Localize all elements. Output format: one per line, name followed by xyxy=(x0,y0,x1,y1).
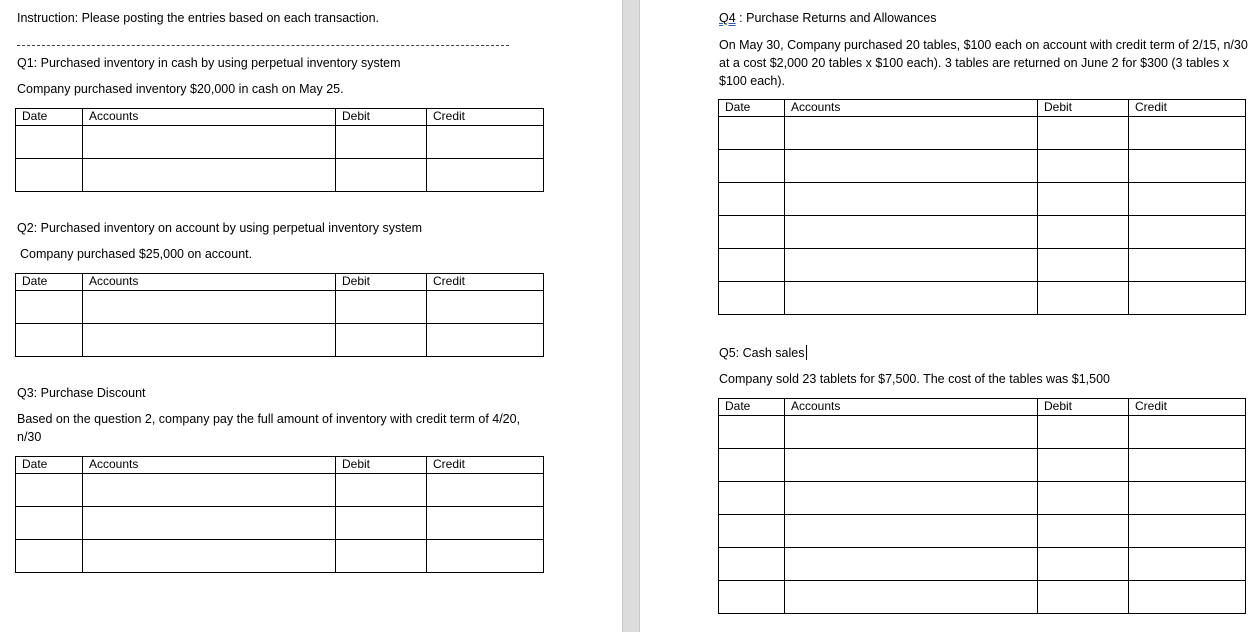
accounts-cell[interactable] xyxy=(785,183,1038,216)
instruction-text: Instruction: Please posting the entries based on each transaction. xyxy=(17,11,380,25)
credit-cell[interactable] xyxy=(1129,449,1246,482)
debit-cell[interactable] xyxy=(1038,249,1129,282)
table-row[interactable] xyxy=(719,249,1246,282)
table-row[interactable] xyxy=(719,117,1246,150)
table-row[interactable] xyxy=(719,183,1246,216)
date-cell[interactable] xyxy=(719,581,785,614)
table-row[interactable] xyxy=(719,548,1246,581)
table-row[interactable] xyxy=(16,159,544,192)
debit-cell[interactable] xyxy=(336,126,427,159)
table-header-row xyxy=(16,274,544,291)
date-cell[interactable] xyxy=(719,150,785,183)
date-cell[interactable] xyxy=(719,117,785,150)
credit-cell[interactable] xyxy=(427,159,544,192)
accounts-cell[interactable] xyxy=(83,291,336,324)
table-row[interactable] xyxy=(719,515,1246,548)
q5-title-text: Q5: Cash sales xyxy=(719,346,805,360)
credit-header: Credit xyxy=(1129,399,1246,416)
debit-header: Debit xyxy=(336,274,427,291)
q4-label: Q4 xyxy=(719,11,736,25)
q1-body: Company purchased inventory $20,000 in cash on May 25. xyxy=(17,82,344,96)
accounts-cell[interactable] xyxy=(83,507,336,540)
debit-cell[interactable] xyxy=(336,324,427,357)
q1-title: Q1: Purchased inventory in cash by using perpetual inventory system xyxy=(17,56,401,70)
date-cell[interactable] xyxy=(719,416,785,449)
table-row[interactable] xyxy=(16,324,544,357)
table-row[interactable] xyxy=(719,482,1246,515)
debit-cell[interactable] xyxy=(1038,515,1129,548)
accounts-cell[interactable] xyxy=(83,126,336,159)
table-row[interactable] xyxy=(16,126,544,159)
date-cell[interactable] xyxy=(719,216,785,249)
date-cell[interactable] xyxy=(16,474,83,507)
document-page-left xyxy=(0,0,622,632)
debit-cell[interactable] xyxy=(336,291,427,324)
credit-cell[interactable] xyxy=(427,507,544,540)
debit-cell[interactable] xyxy=(336,474,427,507)
credit-cell[interactable] xyxy=(1129,416,1246,449)
credit-cell[interactable] xyxy=(427,540,544,573)
credit-cell[interactable] xyxy=(427,291,544,324)
q5-journal-table xyxy=(718,398,1246,614)
debit-cell[interactable] xyxy=(1038,183,1129,216)
date-cell[interactable] xyxy=(719,548,785,581)
date-header: Date xyxy=(719,399,785,416)
debit-cell[interactable] xyxy=(336,507,427,540)
table-header-row xyxy=(719,100,1246,117)
q3-title: Q3: Purchase Discount xyxy=(17,386,146,400)
accounts-cell[interactable] xyxy=(785,416,1038,449)
debit-cell[interactable] xyxy=(1038,216,1129,249)
date-cell[interactable] xyxy=(16,324,83,357)
credit-cell[interactable] xyxy=(427,324,544,357)
date-cell[interactable] xyxy=(719,249,785,282)
date-cell[interactable] xyxy=(16,159,83,192)
date-cell[interactable] xyxy=(719,515,785,548)
credit-cell[interactable] xyxy=(1129,581,1246,614)
q2-body: Company purchased $25,000 on account. xyxy=(20,247,253,261)
credit-header: Credit xyxy=(427,109,544,126)
q3-body: Based on the question 2, company pay the full amount of inventory with credit term of 4/20, n/30 xyxy=(17,412,521,444)
q2-journal-table xyxy=(15,273,544,357)
credit-cell[interactable] xyxy=(1129,216,1246,249)
q4-title xyxy=(719,9,937,27)
debit-header: Debit xyxy=(336,109,427,126)
debit-cell[interactable] xyxy=(1038,117,1129,150)
date-cell[interactable] xyxy=(16,126,83,159)
debit-header: Debit xyxy=(1038,399,1129,416)
date-cell[interactable] xyxy=(16,507,83,540)
credit-cell[interactable] xyxy=(1129,183,1246,216)
accounts-cell[interactable] xyxy=(785,249,1038,282)
accounts-cell[interactable] xyxy=(785,515,1038,548)
credit-cell[interactable] xyxy=(1129,548,1246,581)
table-row[interactable] xyxy=(16,540,544,573)
date-cell[interactable] xyxy=(16,540,83,573)
q1-journal-table xyxy=(15,108,544,192)
credit-cell[interactable] xyxy=(1129,150,1246,183)
credit-header: Credit xyxy=(427,457,544,474)
date-header: Date xyxy=(16,457,83,474)
accounts-header: Accounts xyxy=(83,274,336,291)
credit-cell[interactable] xyxy=(1129,515,1246,548)
accounts-cell[interactable] xyxy=(83,159,336,192)
accounts-cell[interactable] xyxy=(785,548,1038,581)
accounts-cell[interactable] xyxy=(83,474,336,507)
accounts-cell[interactable] xyxy=(785,117,1038,150)
table-header-row xyxy=(16,457,544,474)
q5-body: Company sold 23 tablets for $7,500. The cost of the tables was $1,500 xyxy=(719,372,1110,386)
date-header: Date xyxy=(16,274,83,291)
table-header-row xyxy=(719,399,1246,416)
table-row[interactable] xyxy=(719,581,1246,614)
table-row[interactable] xyxy=(16,474,544,507)
debit-cell[interactable] xyxy=(1038,482,1129,515)
date-cell[interactable] xyxy=(719,282,785,315)
table-row[interactable] xyxy=(719,282,1246,315)
accounts-header: Accounts xyxy=(83,109,336,126)
table-header-row xyxy=(16,109,544,126)
accounts-header: Accounts xyxy=(785,100,1038,117)
date-header: Date xyxy=(16,109,83,126)
date-cell[interactable] xyxy=(719,482,785,515)
q2-title: Q2: Purchased inventory on account by using perpetual inventory system xyxy=(17,221,423,235)
credit-header: Credit xyxy=(427,274,544,291)
credit-cell[interactable] xyxy=(1129,282,1246,315)
credit-cell[interactable] xyxy=(1129,117,1246,150)
accounts-header: Accounts xyxy=(83,457,336,474)
credit-header: Credit xyxy=(1129,100,1246,117)
table-row[interactable] xyxy=(719,150,1246,183)
accounts-cell[interactable] xyxy=(785,581,1038,614)
credit-cell[interactable] xyxy=(427,126,544,159)
table-row[interactable] xyxy=(16,507,544,540)
debit-header: Debit xyxy=(336,457,427,474)
q3-journal-table xyxy=(15,456,544,573)
date-cell[interactable] xyxy=(16,291,83,324)
debit-cell[interactable] xyxy=(1038,150,1129,183)
date-cell[interactable] xyxy=(719,183,785,216)
table-row[interactable] xyxy=(16,291,544,324)
credit-cell[interactable] xyxy=(1129,482,1246,515)
q4-title-text: : Purchase Returns and Allowances xyxy=(735,11,937,25)
date-cell[interactable] xyxy=(719,449,785,482)
date-header: Date xyxy=(719,100,785,117)
credit-cell[interactable] xyxy=(427,474,544,507)
table-row[interactable] xyxy=(719,449,1246,482)
table-row[interactable] xyxy=(719,416,1246,449)
credit-cell[interactable] xyxy=(1129,249,1246,282)
accounts-cell[interactable] xyxy=(785,449,1038,482)
accounts-cell[interactable] xyxy=(785,482,1038,515)
q4-journal-table xyxy=(718,99,1246,315)
debit-cell[interactable] xyxy=(336,540,427,573)
accounts-header: Accounts xyxy=(785,399,1038,416)
debit-cell[interactable] xyxy=(336,159,427,192)
accounts-cell[interactable] xyxy=(785,216,1038,249)
debit-cell[interactable] xyxy=(1038,548,1129,581)
debit-cell[interactable] xyxy=(1038,282,1129,315)
debit-cell[interactable] xyxy=(1038,416,1129,449)
q5-title[interactable] xyxy=(719,344,807,362)
page-gutter xyxy=(622,0,640,632)
text-cursor xyxy=(806,345,807,360)
accounts-cell[interactable] xyxy=(785,282,1038,315)
document-page-right xyxy=(640,0,1259,632)
accounts-cell[interactable] xyxy=(785,150,1038,183)
debit-cell[interactable] xyxy=(1038,449,1129,482)
accounts-cell[interactable] xyxy=(83,540,336,573)
table-row[interactable] xyxy=(719,216,1246,249)
q4-body: On May 30, Company purchased 20 tables, $100 each on account with credit term of 2/15, n/30 at a cost $2,000 20 tables x $100 each). 3 tables are returned on June 2 for $300 (3 tables x $100 each). xyxy=(719,38,1248,88)
accounts-cell[interactable] xyxy=(83,324,336,357)
dashed-divider xyxy=(17,45,509,46)
debit-header: Debit xyxy=(1038,100,1129,117)
debit-cell[interactable] xyxy=(1038,581,1129,614)
